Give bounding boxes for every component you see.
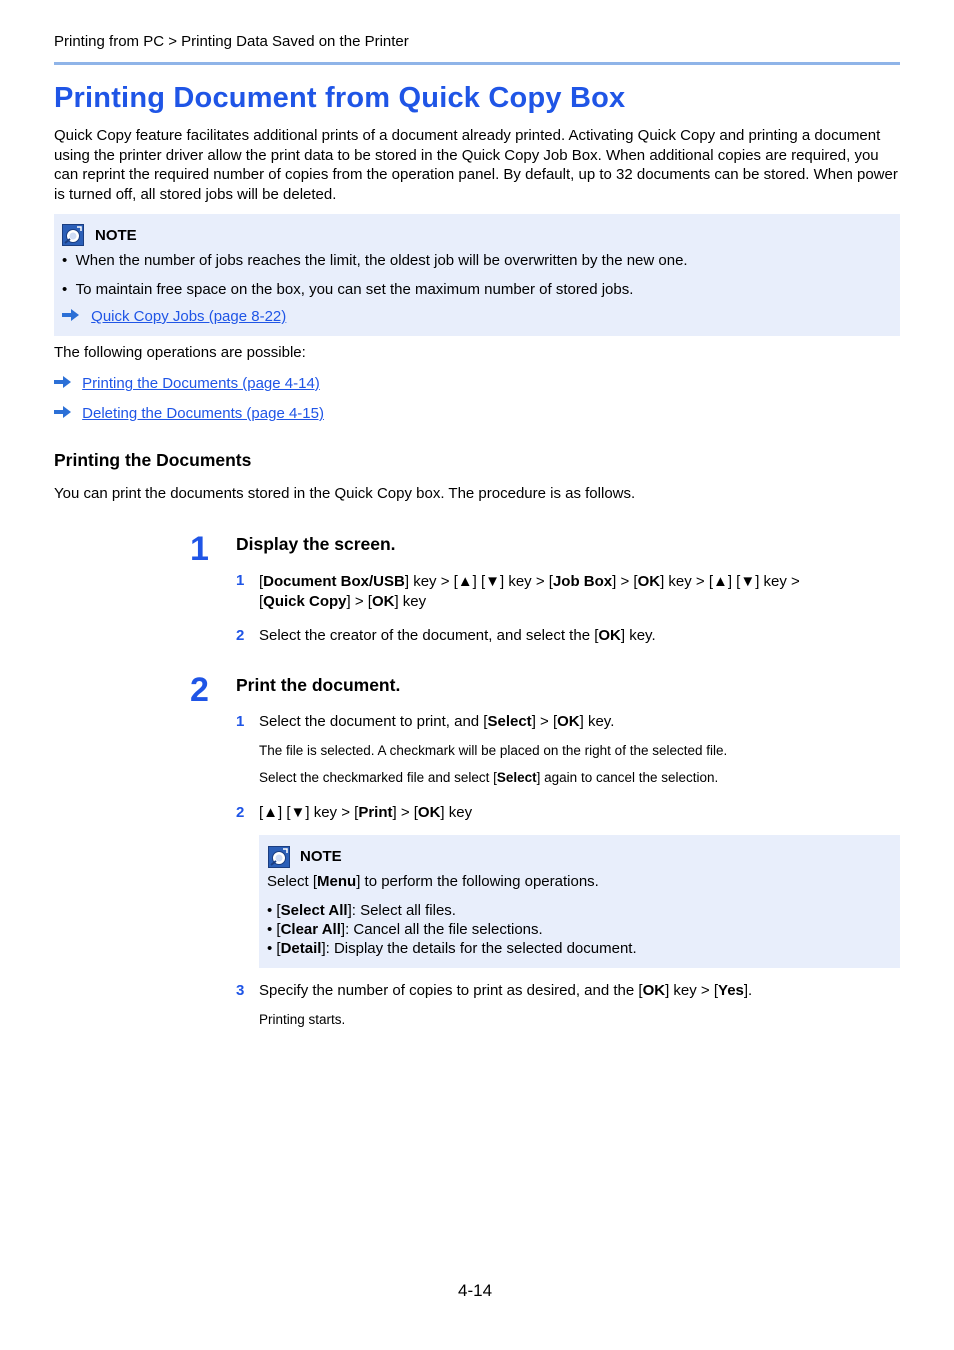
list-item: • [Detail]: Display the details for the selected document.: [267, 940, 637, 957]
substep-number: 2: [236, 804, 245, 821]
note-bullet-text: To maintain free space on the box, you can set the maximum number of stored jobs.: [75, 281, 634, 298]
substep-number: 3: [236, 982, 245, 999]
deleting-documents-link[interactable]: Deleting the Documents (page 4-15): [82, 405, 324, 422]
header-rule: [54, 62, 900, 65]
page-number: 4-14: [458, 1281, 493, 1300]
substep-note: The file is selected. A checkmark will be placed on the right of the selected file.: [259, 743, 728, 758]
step-number: 2: [190, 671, 209, 709]
substep-text: [Document Box/USB] key > [▲] [▼] key > [Job Box] > [OK] key > [▲] [▼] key > [Quick Copy] > [OK] key: [259, 573, 800, 610]
note-label: NOTE: [300, 848, 342, 865]
section-description: You can print the documents stored in the Quick Copy box. The procedure is as follows.: [54, 485, 636, 502]
substep-note: Printing starts.: [259, 1012, 346, 1027]
substep-text: Specify the number of copies to print as desired, and the [OK] key > [Yes].: [259, 982, 753, 999]
quick-copy-jobs-link[interactable]: Quick Copy Jobs (page 8-22): [91, 308, 287, 325]
page-title: Printing Document from Quick Copy Box: [54, 82, 626, 114]
step-number: 1: [190, 530, 209, 568]
substep-number: 1: [236, 572, 245, 589]
note-box: [259, 835, 900, 968]
operation-link-row: [54, 405, 324, 422]
substep-text: Select the document to print, and [Select] > [OK] key.: [259, 713, 615, 730]
arrow-right-icon: [54, 375, 71, 387]
substep-number: 2: [236, 627, 245, 644]
list-item: • [Clear All]: Cancel all the file selections.: [267, 921, 543, 938]
intro-paragraph: Quick Copy feature facilitates additional prints of a document already printed. Activating Quick Copy and printing a document using the printer driver allow the print data to be stored in the Quick Copy Job Box. When additional copies are required, you can reprint the required number of copies from the operation panel. By default, up to 32 documents can be stored. When power is turned off, all stored jobs will be deleted.: [54, 127, 898, 203]
step-heading: Print the document.: [236, 675, 401, 695]
breadcrumb: Printing from PC > Printing Data Saved on the Printer: [54, 33, 409, 50]
note-icon: [62, 224, 84, 246]
printing-documents-link[interactable]: Printing the Documents (page 4-14): [82, 375, 320, 392]
list-item: • [Select All]: Select all files.: [267, 902, 456, 919]
note-label: NOTE: [95, 227, 137, 244]
operations-lead: The following operations are possible:: [54, 344, 306, 361]
operation-link-row: [54, 375, 320, 392]
substep-text: [▲] [▼] key > [Print] > [OK] key: [259, 804, 473, 821]
arrow-right-icon: [54, 405, 71, 417]
list-item: • When the number of jobs reaches the limit, the oldest job will be overwritten by the new one.: [62, 252, 688, 269]
step-heading: Display the screen.: [236, 534, 396, 554]
note-icon: [268, 846, 290, 868]
list-item: • To maintain free space on the box, you can set the maximum number of stored jobs.: [62, 281, 634, 298]
substep-note: Select the checkmarked file and select [Select] again to cancel the selection.: [259, 770, 719, 785]
note-link-row: [62, 308, 286, 325]
section-heading: Printing the Documents: [54, 450, 252, 470]
note-text: Select [Menu] to perform the following operations.: [267, 873, 599, 890]
note-header: [268, 846, 290, 872]
substep-number: 1: [236, 713, 245, 730]
note-box: [54, 214, 900, 336]
note-header: [62, 224, 84, 250]
substep-text: Select the creator of the document, and select the [OK] key.: [259, 627, 656, 644]
note-bullet-text: When the number of jobs reaches the limit, the oldest job will be overwritten by the new one.: [75, 252, 688, 269]
arrow-right-icon: [62, 308, 79, 320]
